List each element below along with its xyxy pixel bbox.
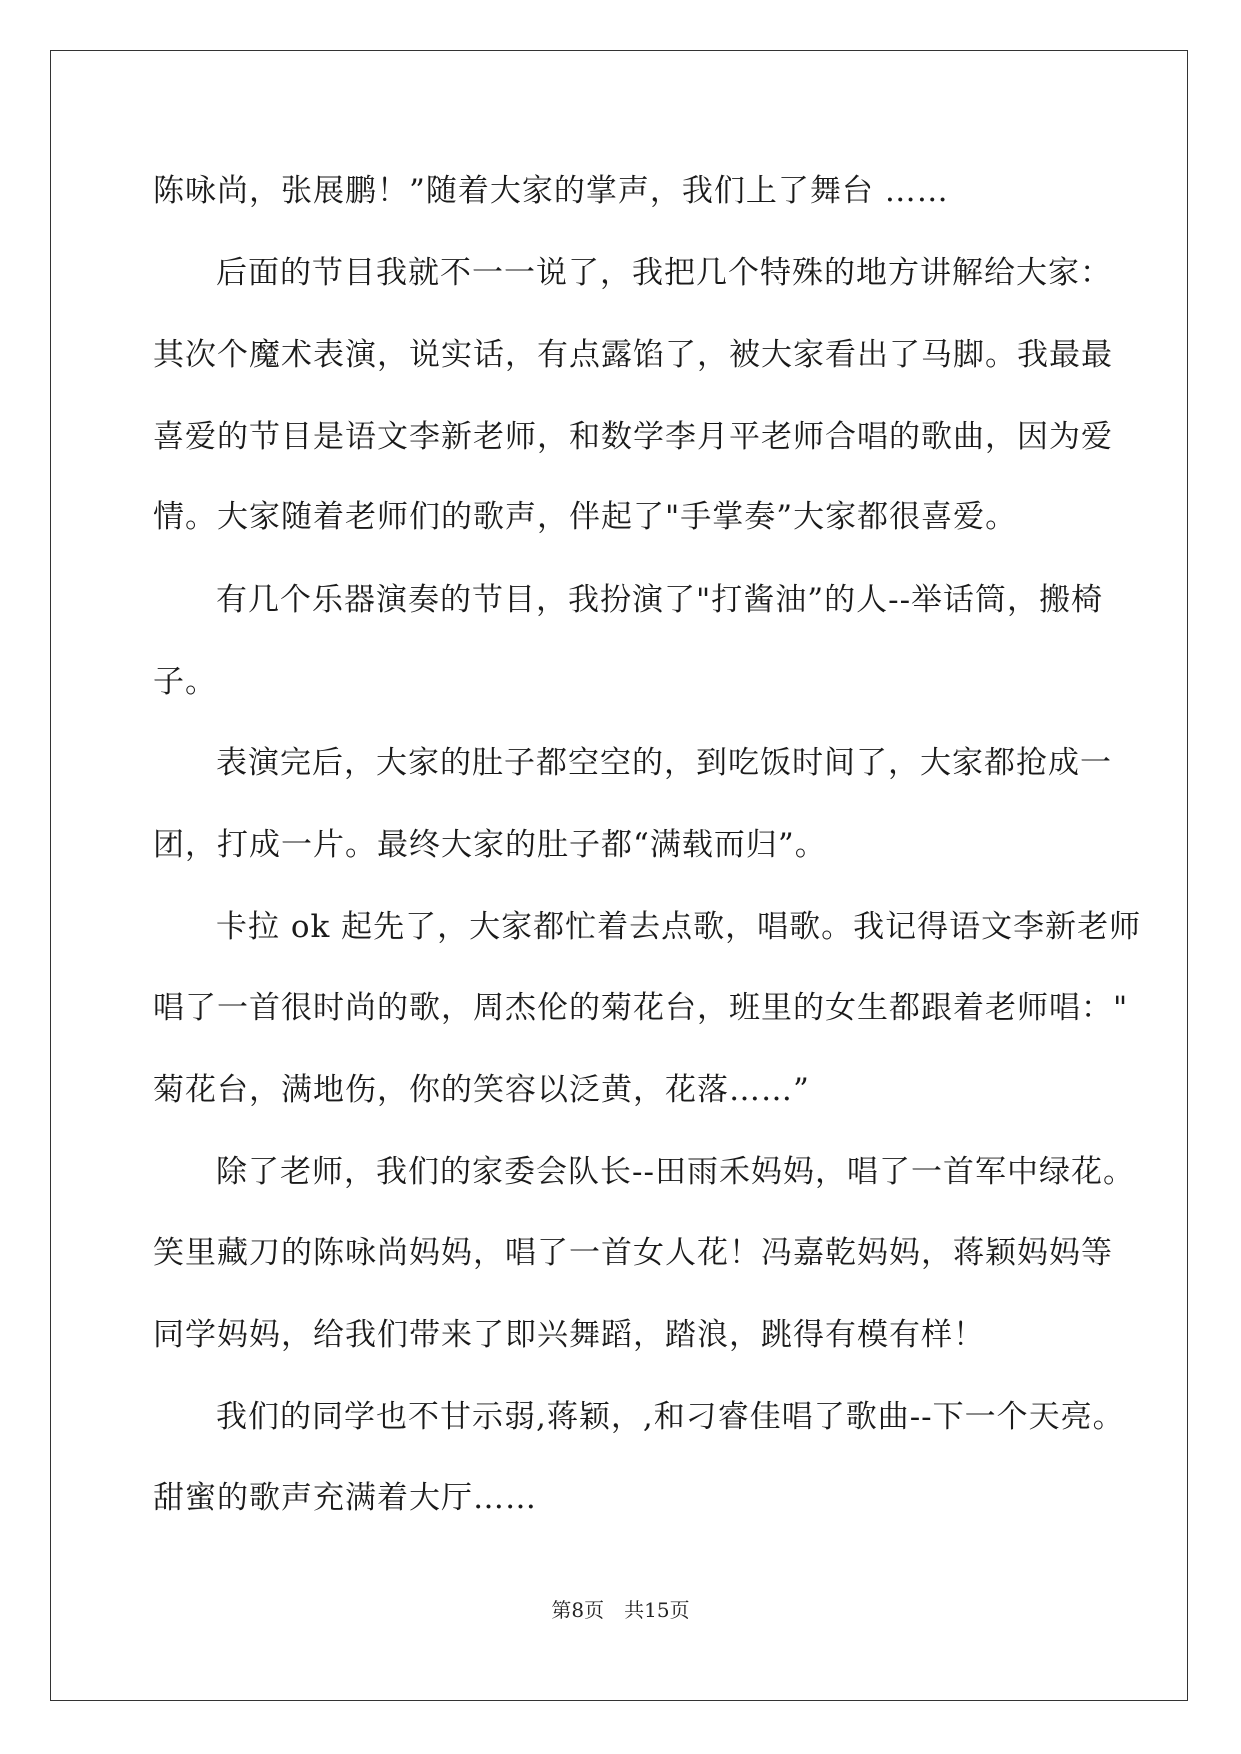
text-line: 同学妈妈，给我们带来了即兴舞蹈，踏浪，跳得有模有样！ xyxy=(153,1317,985,1353)
paragraph-first-line: 卡拉 ok 起先了，大家都忙着去点歌，唱歌。我记得语文李新老师 xyxy=(216,909,1142,945)
text-line: 其次个魔术表演，说实话，有点露馅了，被大家看出了马脚。我最最 xyxy=(153,337,1113,373)
text-line: 菊花台，满地伤，你的笑容以泛黄，花落……” xyxy=(153,1072,810,1108)
paragraph-first-line: 除了老师，我们的家委会队长--田雨禾妈妈，唱了一首军中绿花。 xyxy=(216,1154,1135,1190)
text-line: 团，打成一片。最终大家的肚子都“满载而归”。 xyxy=(153,827,827,863)
paragraph-first-line: 有几个乐器演奏的节目，我扮演了"打酱油”的人--举话筒，搬椅 xyxy=(216,582,1104,618)
page-border xyxy=(50,50,1188,1701)
page-number: 第8页 xyxy=(551,1598,605,1622)
page-footer xyxy=(0,1598,1241,1622)
total-pages: 共15页 xyxy=(624,1598,690,1622)
text-line: 甜蜜的歌声充满着大厅…… xyxy=(153,1480,537,1516)
text-line: 笑里藏刀的陈咏尚妈妈，唱了一首女人花！冯嘉乾妈妈，蒋颖妈妈等 xyxy=(153,1235,1113,1271)
text-line: 子。 xyxy=(153,664,217,700)
text-line: 唱了一首很时尚的歌，周杰伦的菊花台，班里的女生都跟着老师唱：" xyxy=(153,990,1129,1026)
text-line: 陈咏尚，张展鹏！”随着大家的掌声，我们上了舞台 …… xyxy=(153,173,949,209)
text-line: 喜爱的节目是语文李新老师，和数学李月平老师合唱的歌曲，因为爱 xyxy=(153,419,1113,455)
paragraph-first-line: 后面的节目我就不一一说了，我把几个特殊的地方讲解给大家： xyxy=(216,255,1112,291)
paragraph-first-line: 表演完后，大家的肚子都空空的，到吃饭时间了，大家都抢成一 xyxy=(216,745,1112,781)
text-line: 情。大家随着老师们的歌声，伴起了"手掌奏”大家都很喜爱。 xyxy=(153,499,1018,535)
paragraph-first-line: 我们的同学也不甘示弱,蒋颖，,和刁睿佳唱了歌曲--下一个天亮。 xyxy=(216,1399,1125,1435)
